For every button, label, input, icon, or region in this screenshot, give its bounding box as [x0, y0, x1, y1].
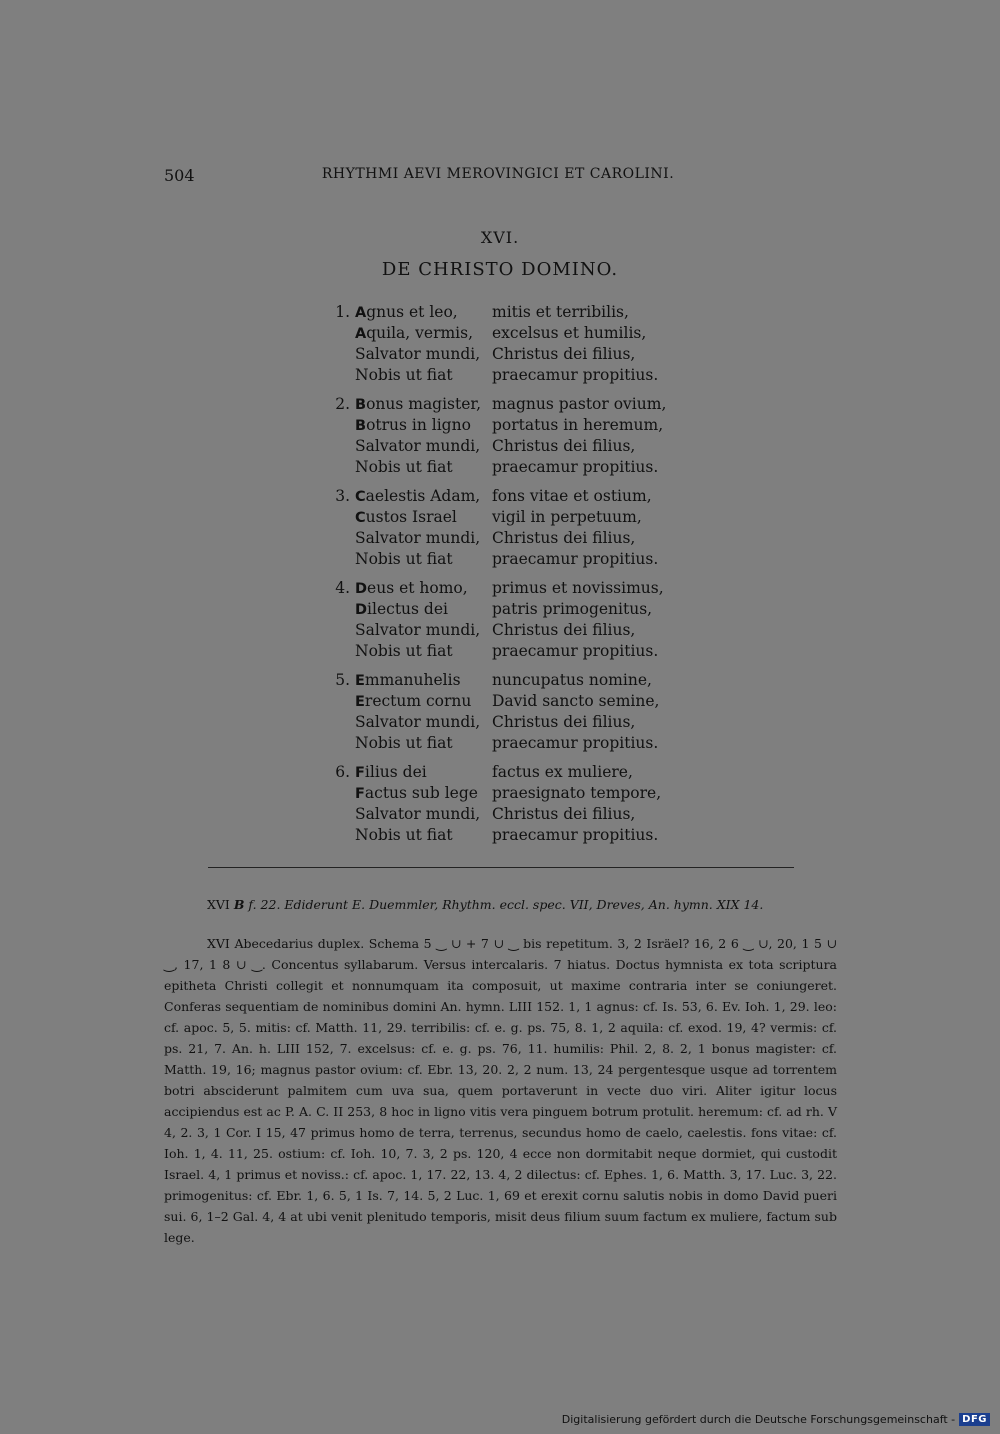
- page-number: 504: [164, 166, 195, 185]
- verse-right: nuncupatus nomine,: [492, 671, 652, 689]
- poem-line: [328, 691, 708, 712]
- poem-line: [328, 825, 708, 846]
- verse-left: [355, 323, 473, 345]
- verse-left-text: Nobis ut fiat: [355, 642, 453, 660]
- poem-line: [328, 804, 708, 825]
- poem-line: [328, 641, 708, 662]
- poem-line: [328, 507, 708, 528]
- verse-right: portatus in heremum,: [492, 416, 664, 434]
- stanza-number: 3.: [335, 487, 350, 505]
- acrostic-initial: A: [355, 305, 367, 321]
- verse-left: [355, 691, 471, 713]
- poem-line: [328, 323, 708, 344]
- verse-left-text: actus sub lege: [364, 784, 478, 802]
- verse-right: praecamur propitius.: [492, 366, 659, 384]
- verse-left: [355, 457, 453, 478]
- footer-credit: [562, 1413, 990, 1426]
- verse-right: praecamur propitius.: [492, 826, 659, 844]
- verse-right: Christus dei filius,: [492, 437, 636, 455]
- verse-left-text: quila, vermis,: [366, 324, 474, 342]
- verse-left: [355, 599, 448, 621]
- stanza-number: 4.: [335, 579, 350, 597]
- verse-left: [355, 620, 480, 641]
- verse-right: praecamur propitius.: [492, 550, 659, 568]
- verse-right: praecamur propitius.: [492, 642, 659, 660]
- poem-line: [328, 457, 708, 478]
- verse-left-text: Nobis ut fiat: [355, 458, 453, 476]
- divider-rule: [208, 867, 794, 868]
- dfg-logo: DFG: [959, 1413, 990, 1426]
- verse-left: [355, 825, 453, 846]
- poem-line: [328, 486, 708, 507]
- verse-right: David sancto semine,: [492, 692, 660, 710]
- verse-right: praecamur propitius.: [492, 458, 659, 476]
- running-title: RHYTHMI AEVI MEROVINGICI ET CAROLINI.: [321, 166, 675, 182]
- verse-left-text: Salvator mundi,: [355, 345, 481, 363]
- verse-left: [355, 733, 453, 754]
- poem-line: [328, 436, 708, 457]
- verse-left: [355, 549, 453, 570]
- acrostic-initial: D: [355, 602, 368, 618]
- poem: [328, 302, 708, 854]
- verse-left: [355, 344, 480, 365]
- verse-right: patris primogenitus,: [492, 600, 653, 618]
- acrostic-initial: B: [355, 397, 367, 413]
- acrostic-initial: F: [355, 765, 365, 781]
- verse-left-text: eus et homo,: [367, 579, 468, 597]
- stanza: [328, 670, 708, 754]
- verse-left-text: ilius dei: [364, 763, 427, 781]
- poem-line: [328, 670, 708, 691]
- poem-line: [328, 365, 708, 386]
- verse-left-text: Salvator mundi,: [355, 713, 481, 731]
- verse-right: Christus dei filius,: [492, 345, 636, 363]
- verse-right: Christus dei filius,: [492, 621, 636, 639]
- verse-right: factus ex muliere,: [492, 763, 633, 781]
- verse-left-text: onus magister,: [366, 395, 482, 413]
- verse-right: fons vitae et ostium,: [492, 487, 652, 505]
- verse-right: Christus dei filius,: [492, 805, 636, 823]
- verse-left: [355, 365, 453, 386]
- stanza-number: 2.: [335, 395, 350, 413]
- stanza: [328, 578, 708, 662]
- poem-line: [328, 599, 708, 620]
- verse-left-text: Nobis ut fiat: [355, 366, 453, 384]
- apparatus-siglum: B: [233, 897, 245, 912]
- acrostic-initial: D: [355, 581, 368, 597]
- poem-line: [328, 415, 708, 436]
- poem-line: [328, 394, 708, 415]
- stanza: [328, 302, 708, 386]
- poem-line: [328, 344, 708, 365]
- acrostic-initial: C: [355, 489, 366, 505]
- poem-line: [328, 528, 708, 549]
- critical-apparatus: [207, 897, 807, 912]
- verse-right: Christus dei filius,: [492, 713, 636, 731]
- poem-line: [328, 762, 708, 783]
- verse-left-text: Nobis ut fiat: [355, 826, 453, 844]
- acrostic-initial: E: [355, 694, 365, 710]
- verse-left-text: Nobis ut fiat: [355, 550, 453, 568]
- verse-right: Christus dei filius,: [492, 529, 636, 547]
- verse-left: [355, 507, 457, 529]
- poem-line: [328, 578, 708, 599]
- stanza-number: 5.: [335, 671, 350, 689]
- verse-right: excelsus et humilis,: [492, 324, 647, 342]
- verse-left: [355, 486, 480, 508]
- verse-left-text: Salvator mundi,: [355, 437, 481, 455]
- verse-left-text: otrus in ligno: [366, 416, 471, 434]
- verse-right: magnus pastor ovium,: [492, 395, 667, 413]
- poem-line: [328, 302, 708, 323]
- verse-left-text: rectum cornu: [364, 692, 472, 710]
- notes-text: XVI Abecedarius duplex. Schema 5 ‿ ∪ + 7 ∪ ‿ bis repetitum. 3, 2 Isräel? 16, 2 6 ‿ ∪, 20, 1 5 ∪ ‿, 17, 1 8 ∪ ‿. Concentus syllabarum. Versus intercalaris. 7 hiatus. Doctus hymnista ex tota scriptura epitheta Christi collegit et nonnumquam ita composuit, ut maxime contraria inter se coniungeret. Conferas sequentiam de nominibus domini An. hymn. LIII 152. 1, 1 agnus: cf. Is. 53, 6. Ev. Ioh. 1, 29. leo: cf. apoc. 5, 5. mitis: cf. Matth. 11, 29. terribilis: cf. e. g. ps. 75, 8. 1, 2 aquila: cf. exod. 19, 4? vermis: cf. ps. 21, 7. An. h. LIII 152, 7. excelsus: cf. e. g. ps. 76, 11. humilis: Phil. 2, 8. 2, 1 bonus magister: cf. Matth. 19, 16; magnus pastor ovium: cf. Ebr. 13, 20. 2, 2 num. 13, 24 pergentesque usque ad torrentem botri absciderunt palmitem cum uva sua, quem portaverunt in vecte duo viri. Aliter igitur locus accipiendus est ac P. A. C. II 253, 8 hoc in ligno vitis vera pinguem botrum protulit. heremum: cf. ad rh. V 4, 2. 3, 1 Cor. I 15, 47 primus homo de terra, terrenus, secundus homo de caelo, caelestis. fons vitae: cf. Ioh. 1, 4. 11, 25. ostium: cf. Ioh. 10, 7. 3, 2 ps. 120, 4 ecce non dormitabit neque dormiet, qui custodit Israel. 4, 1 primus et noviss.: cf. apoc. 1, 17. 22, 13. 4, 2 dilectus: cf. Ephes. 1, 6. Matth. 3, 17. Luc. 3, 22. primogenitus: cf. Ebr. 1, 6. 5, 1 Is. 7, 14. 5, 2 Luc. 1, 69 et erexit cornu salutis nobis in domo David pueri sui. 6, 1–2 Gal. 4, 4 at ubi venit plenitudo temporis, misit deus filium suum factum ex muliere, factum sub lege.: [164, 936, 837, 1245]
- stanza-number: 1.: [335, 303, 350, 321]
- poem-line: [328, 733, 708, 754]
- verse-left: [355, 436, 480, 457]
- verse-left: [355, 804, 480, 825]
- verse-left-text: Salvator mundi,: [355, 621, 481, 639]
- verse-left: [355, 712, 480, 733]
- stanza: [328, 394, 708, 478]
- stanza-number: 6.: [335, 763, 350, 781]
- footer-text: Digitalisierung gefördert durch die Deutsche Forschungsgemeinschaft -: [561, 1413, 956, 1426]
- verse-left-text: Nobis ut fiat: [355, 734, 453, 752]
- page-header: [164, 166, 832, 190]
- apparatus-text: f. 22. Ediderunt E. Duemmler, Rhythm. eccl. spec. VII, Dreves, An. hymn. XIX 14.: [248, 897, 764, 912]
- acrostic-initial: B: [355, 418, 367, 434]
- verse-left: [355, 528, 480, 549]
- verse-right: praecamur propitius.: [492, 734, 659, 752]
- verse-left: [355, 641, 453, 662]
- verse-right: mitis et terribilis,: [492, 303, 629, 321]
- verse-left: [355, 783, 478, 805]
- commentary-notes: [164, 933, 837, 1248]
- verse-left: [355, 415, 471, 437]
- stanza: [328, 486, 708, 570]
- section-title: DE CHRISTO DOMINO.: [381, 259, 619, 280]
- apparatus-label: XVI: [207, 897, 230, 912]
- poem-line: [328, 620, 708, 641]
- verse-left: [355, 762, 427, 784]
- verse-left: [355, 394, 481, 416]
- verse-left-text: ilectus dei: [367, 600, 448, 618]
- stanza: [328, 762, 708, 846]
- verse-right: vigil in perpetuum,: [492, 508, 642, 526]
- poem-line: [328, 549, 708, 570]
- verse-right: praesignato tempore,: [492, 784, 662, 802]
- verse-left-text: Salvator mundi,: [355, 805, 481, 823]
- verse-left: [355, 578, 468, 600]
- verse-left-text: Salvator mundi,: [355, 529, 481, 547]
- verse-left-text: ustos Israel: [365, 508, 457, 526]
- acrostic-initial: E: [355, 673, 365, 689]
- verse-left-text: aelestis Adam,: [365, 487, 481, 505]
- verse-left-text: gnus et leo,: [366, 303, 458, 321]
- verse-left: [355, 670, 461, 692]
- acrostic-initial: F: [355, 786, 365, 802]
- verse-left: [355, 302, 458, 324]
- verse-left-text: mmanuhelis: [364, 671, 461, 689]
- acrostic-initial: C: [355, 510, 366, 526]
- verse-right: primus et novissimus,: [492, 579, 664, 597]
- section-number: XVI.: [480, 228, 520, 247]
- poem-line: [328, 783, 708, 804]
- poem-line: [328, 712, 708, 733]
- acrostic-initial: A: [355, 326, 367, 342]
